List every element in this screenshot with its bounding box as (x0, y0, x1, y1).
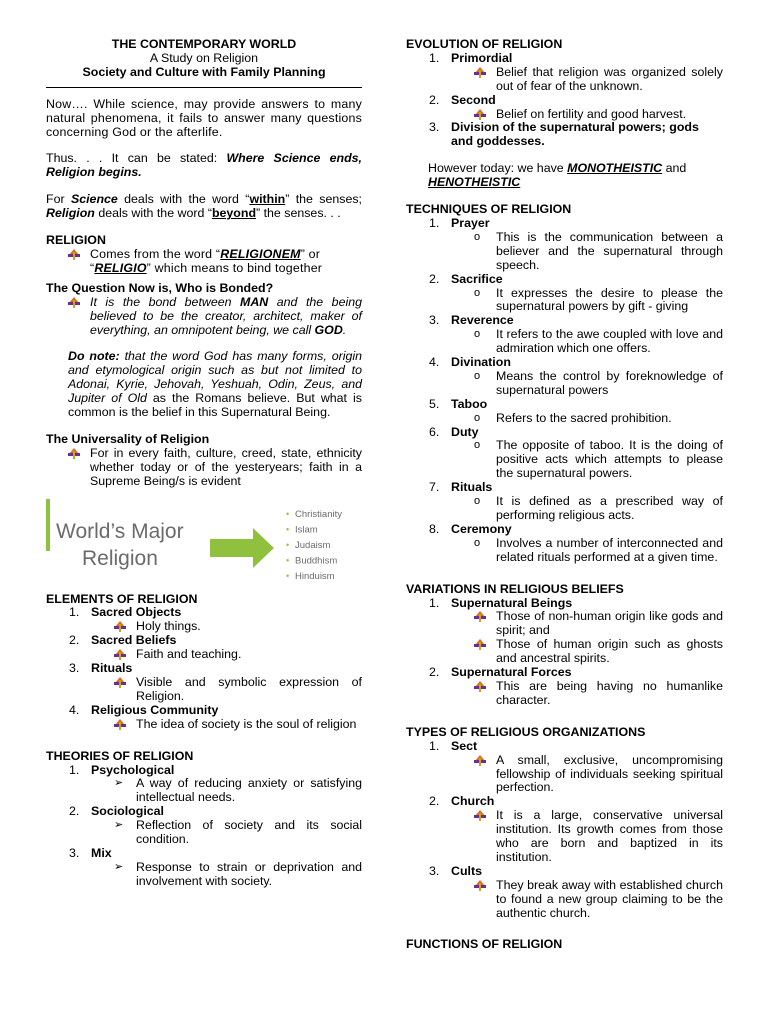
list-number: 2. (429, 271, 440, 286)
list-label: Supernatural Beings (451, 595, 573, 610)
arrow-bullet-icon (474, 880, 486, 891)
evolution-heading: EVOLUTION OF RELIGION (406, 37, 563, 51)
arrow-bullet-icon (114, 649, 126, 660)
list-item (46, 704, 362, 732)
doc-title: THE CONTEMPORARY WORLD (111, 37, 297, 51)
circle-bullet-icon: o (474, 286, 481, 299)
list-description: ➢ Reflection of society and its social condition. (114, 818, 362, 847)
list-label: Sect (451, 738, 478, 753)
arrow-bullet-icon (474, 755, 486, 766)
list-number: 5. (429, 396, 440, 411)
banner-item-bullet: • (286, 524, 290, 535)
banner-item: Islam (295, 524, 318, 536)
elements-list (46, 606, 362, 731)
list-item (406, 52, 723, 94)
banner-arrow (210, 528, 274, 568)
list-number: 3. (69, 661, 80, 676)
orgs-list (406, 740, 723, 921)
intro-paragraph-3: For Science deals with the word “within” the senses; Religion deals with the word “beyond” the senses. . . (46, 192, 362, 221)
list-number: 1. (69, 762, 80, 777)
theories-heading: THEORIES OF RELIGION (46, 748, 194, 763)
list-number: 8. (429, 521, 440, 536)
evolution-today: However today: we have MONOTHEISTIC and HENOTHEISTIC (428, 161, 687, 190)
banner-line1: World’s Major (56, 519, 184, 543)
circle-bullet-icon: o (474, 495, 481, 508)
list-label: Mix (91, 845, 112, 860)
list-label: Supernatural Forces (451, 665, 572, 680)
list-item (46, 764, 362, 806)
list-item (406, 121, 723, 149)
list-description: o Means the control by foreknowledge of supernatural powers (474, 368, 723, 397)
title-divider (46, 87, 362, 88)
circle-bullet-icon: o (474, 230, 481, 243)
orgs-heading: TYPES OF RELIGIOUS ORGANIZATIONS (406, 724, 646, 739)
religion-bullet: Comes from the word “RELIGIONEM” or “RELIGIO” which means to bind together (46, 248, 362, 276)
list-item (406, 273, 723, 315)
list-label: Reverence (451, 313, 514, 328)
list-number: 3. (429, 313, 440, 328)
left-column (46, 38, 362, 889)
list-number: 2. (429, 665, 440, 680)
banner-item: Hinduism (295, 570, 335, 582)
list-item (46, 847, 362, 889)
list-number: 3. (429, 863, 440, 878)
list-label: Second (451, 92, 496, 107)
banner-item-bullet: • (286, 508, 290, 519)
list-label: Sacred Objects (91, 605, 182, 620)
arrow-bullet-icon (474, 109, 486, 120)
list-number: 1. (429, 738, 440, 753)
banner-line2: Religion (82, 546, 158, 570)
list-item (46, 662, 362, 704)
arrow-bullet-icon (114, 621, 126, 632)
circle-bullet-icon: o (474, 536, 481, 549)
list-description: o It is defined as a prescribed way of performing religious acts. (474, 494, 723, 522)
list-label: Sacred Beliefs (91, 633, 177, 648)
banner-item-bullet: • (286, 570, 290, 581)
list-description: A small, exclusive, uncompromising fellowship of individuals seeking spiritual perfection. (406, 754, 723, 796)
doc-subtitle: A Study on Religion (149, 50, 259, 65)
list-label: Primordial (451, 50, 513, 65)
arrow-bullet-icon (68, 249, 80, 260)
arrow-bullet-icon (474, 681, 486, 692)
list-item (406, 666, 723, 708)
list-description: Those of non-human origin like gods and spirit; and (406, 610, 723, 638)
arrow-bullet-icon (474, 611, 486, 622)
circle-bullet-icon: o (474, 439, 481, 452)
list-number: 1. (429, 50, 440, 65)
list-number: 3. (69, 845, 80, 860)
list-number: 2. (429, 794, 440, 809)
list-item (406, 795, 723, 865)
variations-list (406, 597, 723, 708)
list-label: Duty (451, 424, 479, 439)
triangle-bullet-icon: ➢ (114, 860, 124, 873)
list-item (406, 426, 723, 482)
list-item (46, 634, 362, 662)
list-description: They break away with established church to found a new group claiming to be the authentic church. (406, 879, 723, 921)
list-label: Religious Community (91, 702, 219, 717)
intro-paragraph-2: Thus. . . It can be stated: Where Science ends, Religion begins. (46, 151, 362, 180)
list-item (46, 606, 362, 634)
triangle-bullet-icon: ➢ (114, 777, 124, 790)
list-description: The idea of society is the soul of religion (46, 718, 362, 732)
list-label: Psychological (91, 762, 175, 777)
list-item (406, 865, 723, 921)
list-label: Church (451, 794, 495, 809)
bonded-note: Do note: that the word God has many forms, origin and etymological origin such as but not limited to Adonai, Kyrie, Jehovah, Yeshuah, Odin, Zeus, and Jupiter of Old as the Romans believe. But what is common is the belief in this Supernatural Being. (68, 349, 362, 420)
list-number: 1. (429, 595, 440, 610)
arrow-bullet-icon (68, 297, 80, 308)
circle-bullet-icon: o (474, 411, 481, 424)
list-description: Faith and teaching. (46, 648, 362, 662)
arrow-bullet-icon (68, 448, 80, 459)
evolution-list (406, 52, 723, 149)
techniques-heading: TECHNIQUES OF RELIGION (406, 202, 572, 217)
list-number: 2. (429, 92, 440, 107)
list-label: Division of the supernatural powers; gods and goddesses. (451, 120, 699, 149)
elements-heading: ELEMENTS OF RELIGION (46, 591, 198, 606)
list-item (406, 314, 723, 356)
banner-bar (46, 499, 50, 551)
list-description: o This is the communication between a believer and the supernatural through speech. (474, 229, 723, 272)
list-item (46, 805, 362, 847)
intro-paragraph-1: Now…. While science, may provide answers to many natural phenomena, it fails to answer many questions concerning God or the afterlife. (46, 96, 362, 139)
banner-item: Christianity (295, 508, 342, 520)
list-item (406, 94, 723, 122)
list-label: Sociological (91, 804, 164, 819)
list-number: 4. (429, 355, 440, 370)
arrow-bullet-icon (474, 67, 486, 78)
banner-item: Judaism (295, 539, 331, 551)
banner-item-bullet: • (286, 555, 290, 566)
list-description: It is a large, conservative universal institution. Its growth comes from those who are born and baptized in its institution. (406, 809, 723, 865)
variations-heading: VARIATIONS IN RELIGIOUS BELIEFS (406, 581, 624, 596)
theories-list (46, 764, 362, 889)
list-description: o It expresses the desire to please the supernatural powers by gift - giving (474, 285, 723, 314)
arrow-bullet-icon (474, 810, 486, 821)
list-description: Those of human origin such as ghosts and ancestral spirits. (406, 638, 723, 666)
functions-heading: FUNCTIONS OF RELIGION (406, 937, 563, 952)
list-item (406, 740, 723, 796)
universality-bullet: For in every faith, culture, creed, state, ethnicity whether today or of the yesteryears; faith in a Supreme Being/s is evident (46, 447, 362, 489)
list-description: o Refers to the sacred prohibition. (474, 410, 672, 425)
world-religion-banner (46, 495, 362, 593)
list-item (406, 398, 723, 426)
list-item (406, 217, 723, 273)
list-number: 2. (69, 804, 80, 819)
list-number: 2. (69, 633, 80, 648)
list-description: ➢ Response to strain or deprivation and involvement with society. (114, 859, 362, 888)
banner-item-bullet: • (286, 539, 290, 550)
list-number: 4. (69, 702, 80, 717)
list-number: 7. (429, 480, 440, 495)
list-item (406, 356, 723, 398)
list-label: Ceremony (451, 521, 512, 536)
circle-bullet-icon: o (474, 328, 481, 341)
list-description: o It refers to the awe coupled with love and admiration which one offers. (474, 327, 723, 356)
list-label: Rituals (451, 480, 493, 495)
list-description: ➢ A way of reducing anxiety or satisfying intellectual needs. (114, 776, 362, 805)
bonded-bullet: It is the bond between MAN and the being believed to be the creator, architect, maker of everything, an omnipotent being, we call GOD. (46, 296, 362, 338)
list-label: Prayer (451, 215, 490, 230)
arrow-bullet-icon (114, 719, 126, 730)
list-label: Cults (451, 863, 482, 878)
list-description: Holy things. (46, 620, 362, 634)
list-description: o The opposite of taboo. It is the doing of positive acts which attempts to please the supernatural powers. (474, 438, 723, 481)
list-description: This are being having no humanlike character. (406, 680, 723, 708)
list-number: 1. (69, 605, 80, 620)
banner-item: Buddhism (295, 555, 338, 567)
list-number: 1. (429, 215, 440, 230)
circle-bullet-icon: o (474, 369, 481, 382)
list-label: Taboo (451, 396, 488, 411)
triangle-bullet-icon: ➢ (114, 819, 124, 832)
list-label: Sacrifice (451, 271, 503, 286)
banner-graphic (46, 495, 362, 593)
arrow-bullet-icon (114, 677, 126, 688)
list-label: Rituals (91, 661, 133, 676)
doc-course: Society and Culture with Family Planning (82, 64, 326, 79)
universality-heading: The Universality of Religion (46, 431, 210, 446)
techniques-list (406, 217, 723, 565)
religion-heading: RELIGION (46, 233, 106, 248)
list-item (406, 481, 723, 523)
list-label: Divination (451, 355, 511, 370)
list-item (406, 523, 723, 565)
list-description: Belief on fertility and good harvest. (406, 108, 723, 122)
banner-list (286, 509, 342, 582)
list-description: Belief that religion was organized solely out of fear of the unknown. (406, 66, 723, 94)
arrow-bullet-icon (474, 639, 486, 650)
list-number: 6. (429, 424, 440, 439)
right-column (406, 38, 723, 952)
list-description: o Involves a number of interconnected and related rituals performed at a given time. (474, 535, 723, 564)
list-description: Visible and symbolic expression of Religion. (46, 676, 362, 704)
list-item (406, 597, 723, 667)
list-number: 3. (429, 120, 440, 135)
bonded-heading: The Question Now is, Who is Bonded? (46, 280, 274, 295)
